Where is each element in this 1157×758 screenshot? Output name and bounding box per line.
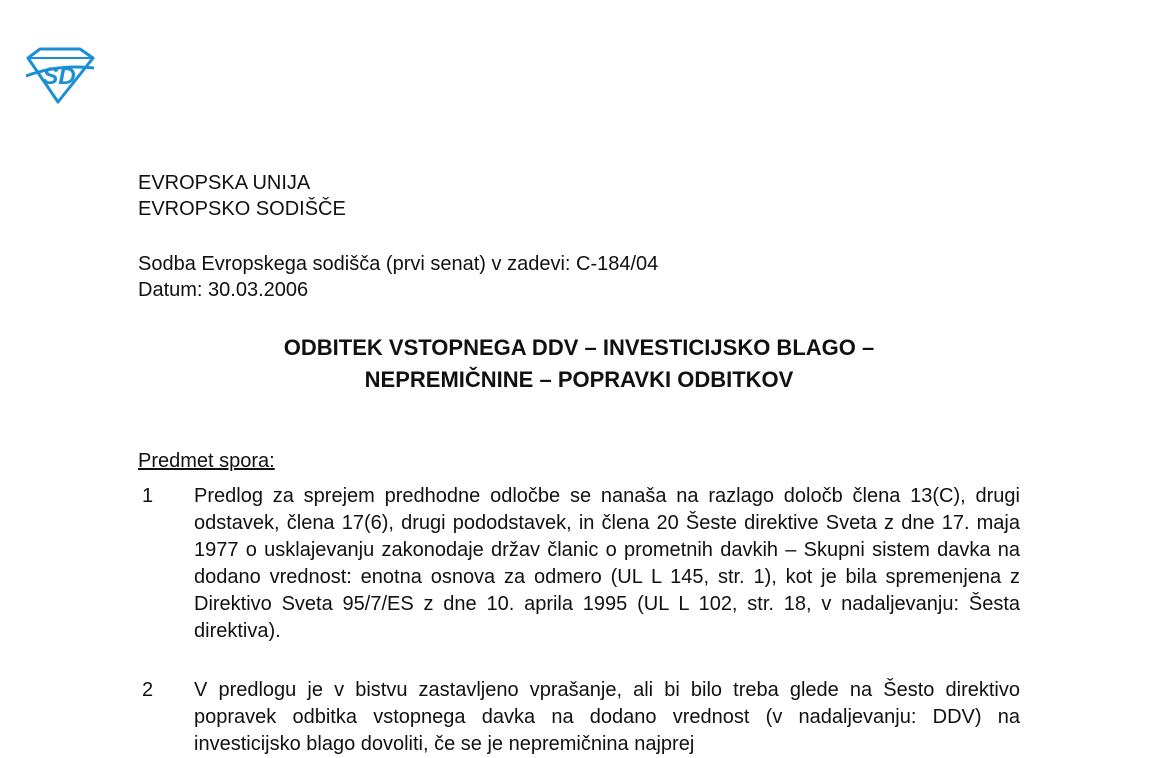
header-eu: EVROPSKA UNIJA: [138, 172, 311, 194]
header-court: EVROPSKO SODIŠČE: [138, 198, 346, 220]
title-line-2: NEPREMIČNINE – POPRAVKI ODBITKOV: [364, 367, 794, 392]
case-date: Datum: 30.03.2006: [138, 279, 309, 301]
paragraph-text: Predlog za sprejem predhodne odločbe se nanaša na razlago določb člena 13(C), drugi odstavek, člena 17(6), drugi pododstavek, in člena 20 Šeste direktive Sveta z dne 17. maja 1977 o usklajevanju zakonodaje držav članic o prometnih davkih – Skupni sistem davka na dodano vrednost: enotna osnova za odmero (UL L 145, str. 1), kot je bila spremenjena z Direktivo Sveta 95/7/ES z dne 10. aprila 1995 (UL L 102, str. 18, v nadaljevanju: Šesta direktiva).: [194, 485, 1020, 642]
paragraph-text: V predlogu je v bistvu zastavljeno vprašanje, ali bi bilo treba glede na Šesto direktivo popravek odbitka vstopnega davka na dodano vrednost (v nadaljevanju: DDV) na investicijsko blago dovoliti, če se je nepremičnina najprej: [194, 679, 1020, 755]
paragraph: [138, 483, 1020, 645]
sd-logo-icon: [22, 46, 96, 104]
logo-text: SD: [42, 63, 76, 90]
section-heading: Predmet spora:: [138, 450, 275, 472]
title-line-1: ODBITEK VSTOPNEGA DDV – INVESTICIJSKO BLAGO –: [283, 335, 875, 360]
paragraph-number: 2: [142, 679, 154, 701]
document-title: [138, 332, 1020, 396]
paragraph-number: 1: [142, 485, 154, 507]
case-reference: Sodba Evropskega sodišča (prvi senat) v zadevi: C-184/04: [138, 253, 659, 275]
paragraph: [138, 677, 1020, 758]
